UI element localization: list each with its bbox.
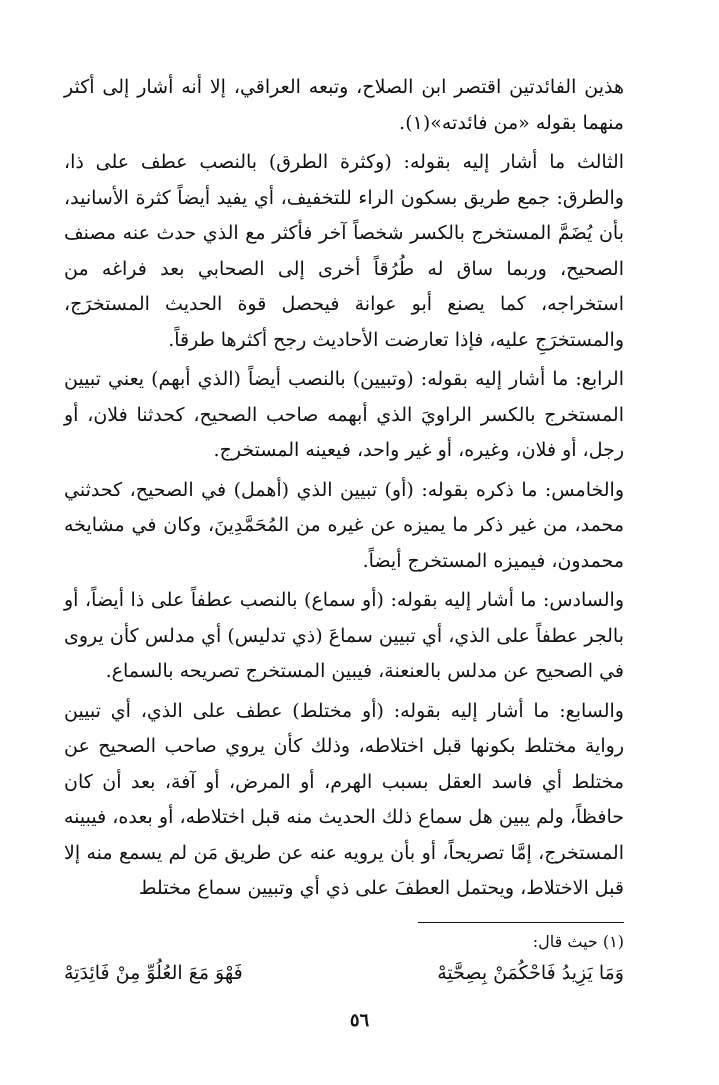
verse-second-hemistich: فَهْوَ مَعَ العُلُوِّ مِنْ فَائِدَتِهْ	[64, 962, 243, 984]
paragraph-fourth: الرابع: ما أشار إليه بقوله: (وتبيين) بالنصب أيضاً (الذي أبهم) يعني تبيين المستخرج بالكسر الراويَ الذي أبهمه صاحب الصحيح، كحدثنا فلان، أو رجل، أو فلان، وغيره، أو غير واحد، فيعينه المستخرج.	[64, 368, 624, 461]
page-number: ٥٦	[349, 1010, 370, 1031]
footnote-verse	[64, 958, 624, 988]
footnote-label: (١) حيث قال:	[532, 932, 624, 951]
paragraph-intro: هذين الفائدتين اقتصر ابن الصلاح، وتبعه العراقي، إلا أنه أشار إلى أكثر منهما بقوله «من فائدته»(١).	[64, 76, 624, 134]
paragraph-seventh: والسابع: ما أشار إليه بقوله: (أو مختلط) عطف على الذي، أي تبيين رواية مختلط بكونها قبل اختلاطه، وذلك كأن يروي صاحب الصحيح عن مختلط أي فاسد العقل بسبب الهرم، أو المرض، أو آفة، بعد أن كان حافظاً، ولم يبين هل سماع ذلك الحديث منه قبل اختلاطه، أو بعده، فيبينه المستخرج، إمَّا تصريحاً، أو بأن يرويه عنه عن طريق مَن لم يسمع منه إلا قبل الاختلاط، ويحتمل العطفَ على ذي أي وتبيين سماع مختلط	[64, 699, 624, 899]
main-text	[64, 70, 624, 907]
paragraph-sixth: والسادس: ما أشار إليه بقوله: (أو سماع) بالنصب عطفاً على ذا أيضاً، أو بالجر عطفاً على الذي، أي تبيين سماعَ (ذي تدليس) أي مدلس كأن يروى في الصحيح عن مدلس بالعنعنة، فيبين المستخرج تصريحه بالسماع.	[64, 589, 624, 682]
footnote-divider	[418, 922, 624, 923]
verse-first-hemistich: وَمَا يَزِيدُ فَاحْكُمَنْ بِصِحَّتِهْ	[437, 962, 624, 984]
paragraph-third: الثالث ما أشار إليه بقوله: (وكثرة الطرق) بالنصب عطف على ذا، والطرق: جمع طريق بسكون الراء للتخفيف، أي يفيد أيضاً كثرة الأسانيد، بأن يُضَمَّ المستخرج بالكسر شخصاً آخر فأكثر مع الذي حدث عنه مصنف الصحيح، وربما ساق له طُرُقاً أخرى إلى الصحابي بعد فراغه من استخراجه، كما يصنع أبو عوانة فيحصل قوة الحديث المستخرَج، والمستخرَجِ عليه، فإذا تعارضت الأحاديث رجح أكثرها طرقاً.	[64, 151, 624, 351]
paragraph-fifth: والخامس: ما ذكره بقوله: (أو) تبيين الذي (أهمل) في الصحيح، كحدثني محمد، من غير ذكر ما يميزه عن غيره من المُحَمَّدِينَ، وكان في مشايخه محمدون، فيميزه المستخرج أيضاً.	[64, 478, 624, 572]
